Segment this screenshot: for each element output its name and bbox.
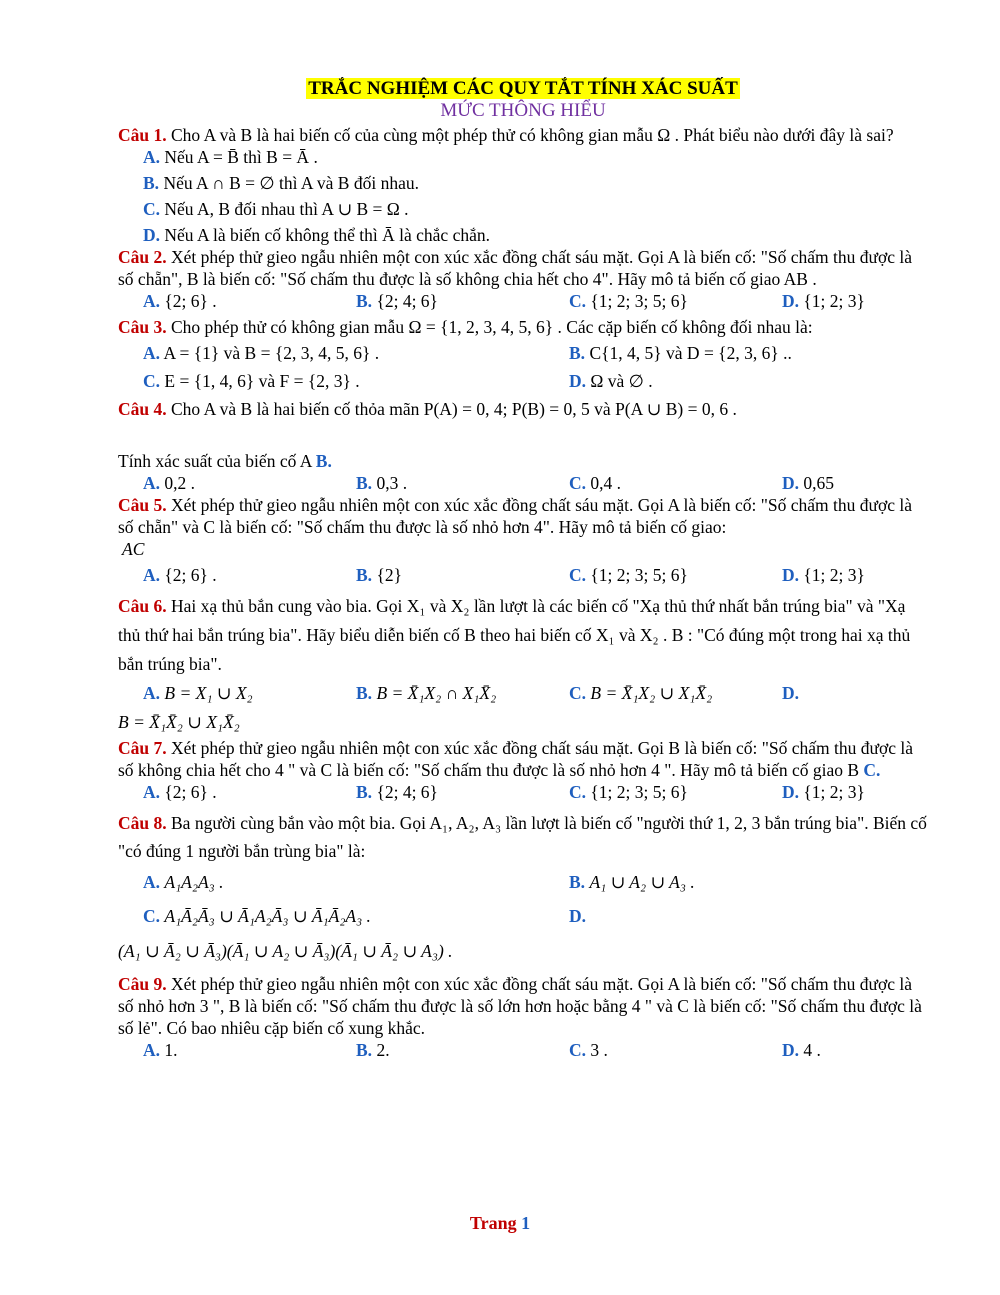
options-row — [118, 899, 928, 933]
option-label: B. — [569, 872, 586, 892]
option-label: B. — [356, 782, 373, 802]
option-text: {1; 2; 3} — [803, 291, 865, 311]
options-row — [118, 370, 928, 392]
question-text: Xét phép thử gieo ngẫu nhiên một con xúc xắc đồng chất sáu mặt. Gọi B là biến cố: "Số chấm thu được là số không chia hết cho 4 " và C là biến cố: "Số chấm thu được là số nhỏ hơn 4 ". Hãy mô tả biến cố giao B — [118, 738, 913, 780]
option-text: {1; 2; 3} — [803, 782, 865, 802]
title-text: TRẮC NGHIỆM CÁC QUY TẮT TÍNH XÁC SUẤT — [308, 78, 738, 99]
option-text: Ω và ∅ . — [590, 371, 653, 391]
option-text: B = X̄₁X̄₂ ∪ X₁X̄₂ — [118, 712, 240, 732]
option-a — [143, 679, 356, 707]
option-b — [356, 564, 569, 586]
option-d-continued — [118, 933, 928, 969]
option-d — [782, 679, 799, 707]
question-text: Xét phép thử gieo ngẫu nhiên một con xúc xắc đồng chất sáu mặt. Gọi A là biến cố: "Số chấm thu được là số nhỏ hơn 3 ", B là biến cố: "Số chấm thu được là số lớn hơn hoặc bằng 4 " và C là biến cố: "Số chấm thu được là số lẻ". Có bao nhiêu cặp biến cố xung khắc. — [118, 974, 922, 1038]
question-text: Tính xác suất của biến cố A — [118, 451, 312, 471]
option-label: A. — [143, 291, 161, 311]
option-c — [569, 1039, 782, 1061]
option-label: A. — [143, 872, 161, 892]
option-label: C. — [569, 782, 587, 802]
option-text: {1; 2; 3; 5; 6} — [590, 565, 688, 585]
question-number: Câu 8. — [118, 813, 167, 833]
options-row — [118, 1039, 928, 1061]
options-row — [118, 865, 928, 899]
question-text: Xét phép thử gieo ngẫu nhiên một con xúc xắc đồng chất sáu mặt. Gọi A là biến cố: "Số chấm thu được là số chẵn", B là biến cố: "Số chấm thu được là số không chia hết cho 4". Hãy mô tả biến cố giao AB . — [118, 247, 913, 289]
option-text: A₁ ∪ A₂ ∪ A₃ . — [589, 872, 695, 892]
option-c — [569, 679, 782, 707]
option-text: Nếu A ∩ B = ∅ thì A và B đối nhau. — [163, 173, 419, 193]
option-label: D. — [782, 473, 800, 493]
question-4 — [118, 398, 928, 420]
option-d — [569, 370, 653, 392]
option-label: C. — [143, 371, 161, 391]
option-label: C. — [569, 565, 587, 585]
option-label: D. — [143, 225, 161, 245]
option-text: {2; 4; 6} — [376, 291, 438, 311]
question-6 — [118, 592, 928, 679]
option-label: C. — [569, 683, 587, 703]
option-text: B = X₁ ∪ X₂ — [164, 683, 253, 703]
question-4-prompt — [118, 450, 928, 472]
option-label: A. — [143, 683, 161, 703]
option-label: B. — [356, 473, 373, 493]
question-5-tail — [118, 538, 928, 560]
question-5 — [118, 494, 928, 538]
option-label: C. — [143, 199, 161, 219]
option-text: {2; 6} . — [164, 782, 217, 802]
option-label: A. — [143, 473, 161, 493]
option-text: Nếu A, B đối nhau thì A ∪ B = Ω . — [164, 199, 409, 219]
question-number: Câu 7. — [118, 738, 167, 758]
page-number: 1 — [521, 1213, 531, 1233]
option-text: {2; 4; 6} — [376, 782, 438, 802]
option-text: {2} — [376, 565, 402, 585]
option-label: B. — [356, 683, 373, 703]
option-b — [356, 1039, 569, 1061]
option-c — [118, 198, 928, 220]
option-text: (A₁ ∪ Ā₂ ∪ Ā₃)(Ā₁ ∪ A₂ ∪ Ā₃)(Ā₁ ∪ Ā₂ ∪ A₃) . — [118, 941, 453, 961]
question-text: AC — [122, 539, 145, 559]
option-label: C. — [569, 473, 587, 493]
option-c — [569, 564, 782, 586]
option-a — [143, 472, 356, 494]
option-label: D. — [782, 1040, 800, 1060]
option-d — [782, 1039, 821, 1061]
option-a — [118, 146, 928, 168]
question-text: Cho phép thử có không gian mẫu Ω = {1, 2, 3, 4, 5, 6} . Các cặp biến cố không đối nhau là: — [171, 317, 813, 337]
option-label: A. — [143, 147, 161, 167]
option-text: {2; 6} . — [164, 565, 217, 585]
option-text: 2. — [376, 1040, 390, 1060]
question-text: Ba người cùng bắn vào một bia. Gọi A₁, A₂, A₃ lần lượt là biến cố "người thứ 1, 2, 3 bắn trúng bia". Biến cố "có đúng 1 người bắn trùng bia" là: — [118, 813, 927, 861]
question-number: Câu 9. — [118, 974, 167, 994]
question-number: Câu 4. — [118, 399, 167, 419]
option-d — [782, 472, 834, 494]
option-b — [356, 781, 569, 803]
option-label: A. — [143, 343, 161, 363]
option-b — [569, 865, 695, 899]
option-b — [356, 679, 569, 707]
question-text: Cho A và B là hai biến cố của cùng một phép thử có không gian mẫu Ω . Phát biểu nào dưới đây là sai? — [171, 125, 894, 145]
option-a — [143, 865, 569, 899]
page-subtitle: MỨC THÔNG HIỂU — [440, 100, 606, 121]
option-label: D. — [569, 371, 587, 391]
options-row — [118, 679, 928, 707]
question-number: Câu 3. — [118, 317, 167, 337]
options-row — [118, 781, 928, 803]
option-label: B. — [143, 173, 160, 193]
page-footer — [0, 1213, 1000, 1234]
option-label: A. — [143, 1040, 161, 1060]
question-9 — [118, 973, 928, 1039]
option-d — [782, 290, 865, 312]
option-text: C{1, 4, 5} và D = {2, 3, 6} .. — [589, 343, 792, 363]
option-text: {1; 2; 3; 5; 6} — [590, 782, 688, 802]
option-text: E = {1, 4, 6} và F = {2, 3} . — [164, 371, 360, 391]
option-text: B = X̄₁X₂ ∪ X₁X̄₂ — [590, 683, 713, 703]
question-number: Câu 2. — [118, 247, 167, 267]
question-number: Câu 5. — [118, 495, 167, 515]
document-page — [118, 78, 928, 1061]
question-number: Câu 1. — [118, 125, 167, 145]
option-d — [569, 899, 586, 933]
option-text: {1; 2; 3} — [803, 565, 865, 585]
options-row — [118, 472, 928, 494]
option-c — [569, 290, 782, 312]
option-text: B = X̄₁X₂ ∩ X₁X̄₂ — [376, 683, 497, 703]
option-b — [356, 472, 569, 494]
question-1 — [118, 124, 928, 146]
question-7 — [118, 737, 928, 781]
option-text: {2; 6} . — [164, 291, 217, 311]
option-label: B. — [356, 1040, 373, 1060]
option-text: 3 . — [590, 1040, 608, 1060]
option-text: Nếu A = B̄ thì B = Ā . — [164, 147, 318, 167]
option-a — [143, 290, 356, 312]
option-d-continued — [118, 707, 928, 737]
option-label: D. — [782, 565, 800, 585]
option-label: D. — [782, 782, 800, 802]
option-text: 0,3 . — [376, 473, 408, 493]
option-label: D. — [569, 906, 587, 926]
inline-label: C. — [863, 760, 881, 780]
option-b — [118, 172, 928, 194]
option-label: B. — [569, 343, 586, 363]
question-3 — [118, 316, 928, 338]
option-label: C. — [569, 1040, 587, 1060]
option-c — [143, 370, 569, 392]
question-text: Xét phép thử gieo ngẫu nhiên một con xúc xắc đồng chất sáu mặt. Gọi A là biến cố: "Số chấm thu được là số chẵn" và C là biến cố: "Số chấm thu được là số nhỏ hơn 4". Hãy mô tả biến cố giao: — [118, 495, 913, 537]
option-d — [118, 224, 928, 246]
option-d — [782, 564, 865, 586]
option-label: B. — [356, 291, 373, 311]
option-a — [143, 564, 356, 586]
option-label: B. — [356, 565, 373, 585]
option-a — [143, 1039, 356, 1061]
option-text: 0,2 . — [164, 473, 196, 493]
option-c — [569, 472, 782, 494]
option-label: C. — [143, 906, 161, 926]
options-row — [118, 342, 928, 364]
option-c — [569, 781, 782, 803]
question-text: Hai xạ thủ bắn cung vào bia. Gọi X₁ và X₂ lần lượt là các biến cố "Xạ thủ thứ nhất bắn trúng bia" và "Xạ thủ thứ hai bắn trúng bia". Hãy biểu diễn biến cố B theo hai biến cố X₁ và X₂ . B : "Có đúng một trong hai xạ thủ bắn trúng bia". — [118, 596, 911, 674]
option-c — [143, 899, 569, 933]
option-label: C. — [569, 291, 587, 311]
option-label: D. — [782, 683, 800, 703]
option-text: 4 . — [803, 1040, 821, 1060]
question-2 — [118, 246, 928, 290]
option-b — [356, 290, 569, 312]
option-a — [143, 781, 356, 803]
option-text: 0,65 — [803, 473, 835, 493]
option-d — [782, 781, 865, 803]
option-b — [569, 342, 792, 364]
question-number: Câu 6. — [118, 596, 167, 616]
page-title — [118, 78, 928, 100]
option-text: A₁A₂A₃ . — [164, 872, 224, 892]
question-text: Cho A và B là hai biến cố thỏa mãn P(A) = 0, 4; P(B) = 0, 5 và P(A ∪ B) = 0, 6 . — [171, 399, 737, 419]
option-text: A = {1} và B = {2, 3, 4, 5, 6} . — [163, 343, 380, 363]
inline-label: B. — [315, 451, 332, 471]
option-label: A. — [143, 782, 161, 802]
options-row — [118, 290, 928, 312]
option-a — [143, 342, 569, 364]
question-8 — [118, 809, 928, 865]
option-text: 0,4 . — [590, 473, 622, 493]
option-text: Nếu A là biến cố không thể thì Ā là chắc chắn. — [164, 225, 490, 245]
option-text: 1. — [164, 1040, 178, 1060]
option-label: A. — [143, 565, 161, 585]
option-text: A₁Ā₂Ā₃ ∪ Ā₁A₂Ā₃ ∪ Ā₁Ā₂A₃ . — [164, 906, 371, 926]
option-text: {1; 2; 3; 5; 6} — [590, 291, 688, 311]
footer-label: Trang — [469, 1213, 517, 1233]
option-label: D. — [782, 291, 800, 311]
options-row — [118, 564, 928, 586]
